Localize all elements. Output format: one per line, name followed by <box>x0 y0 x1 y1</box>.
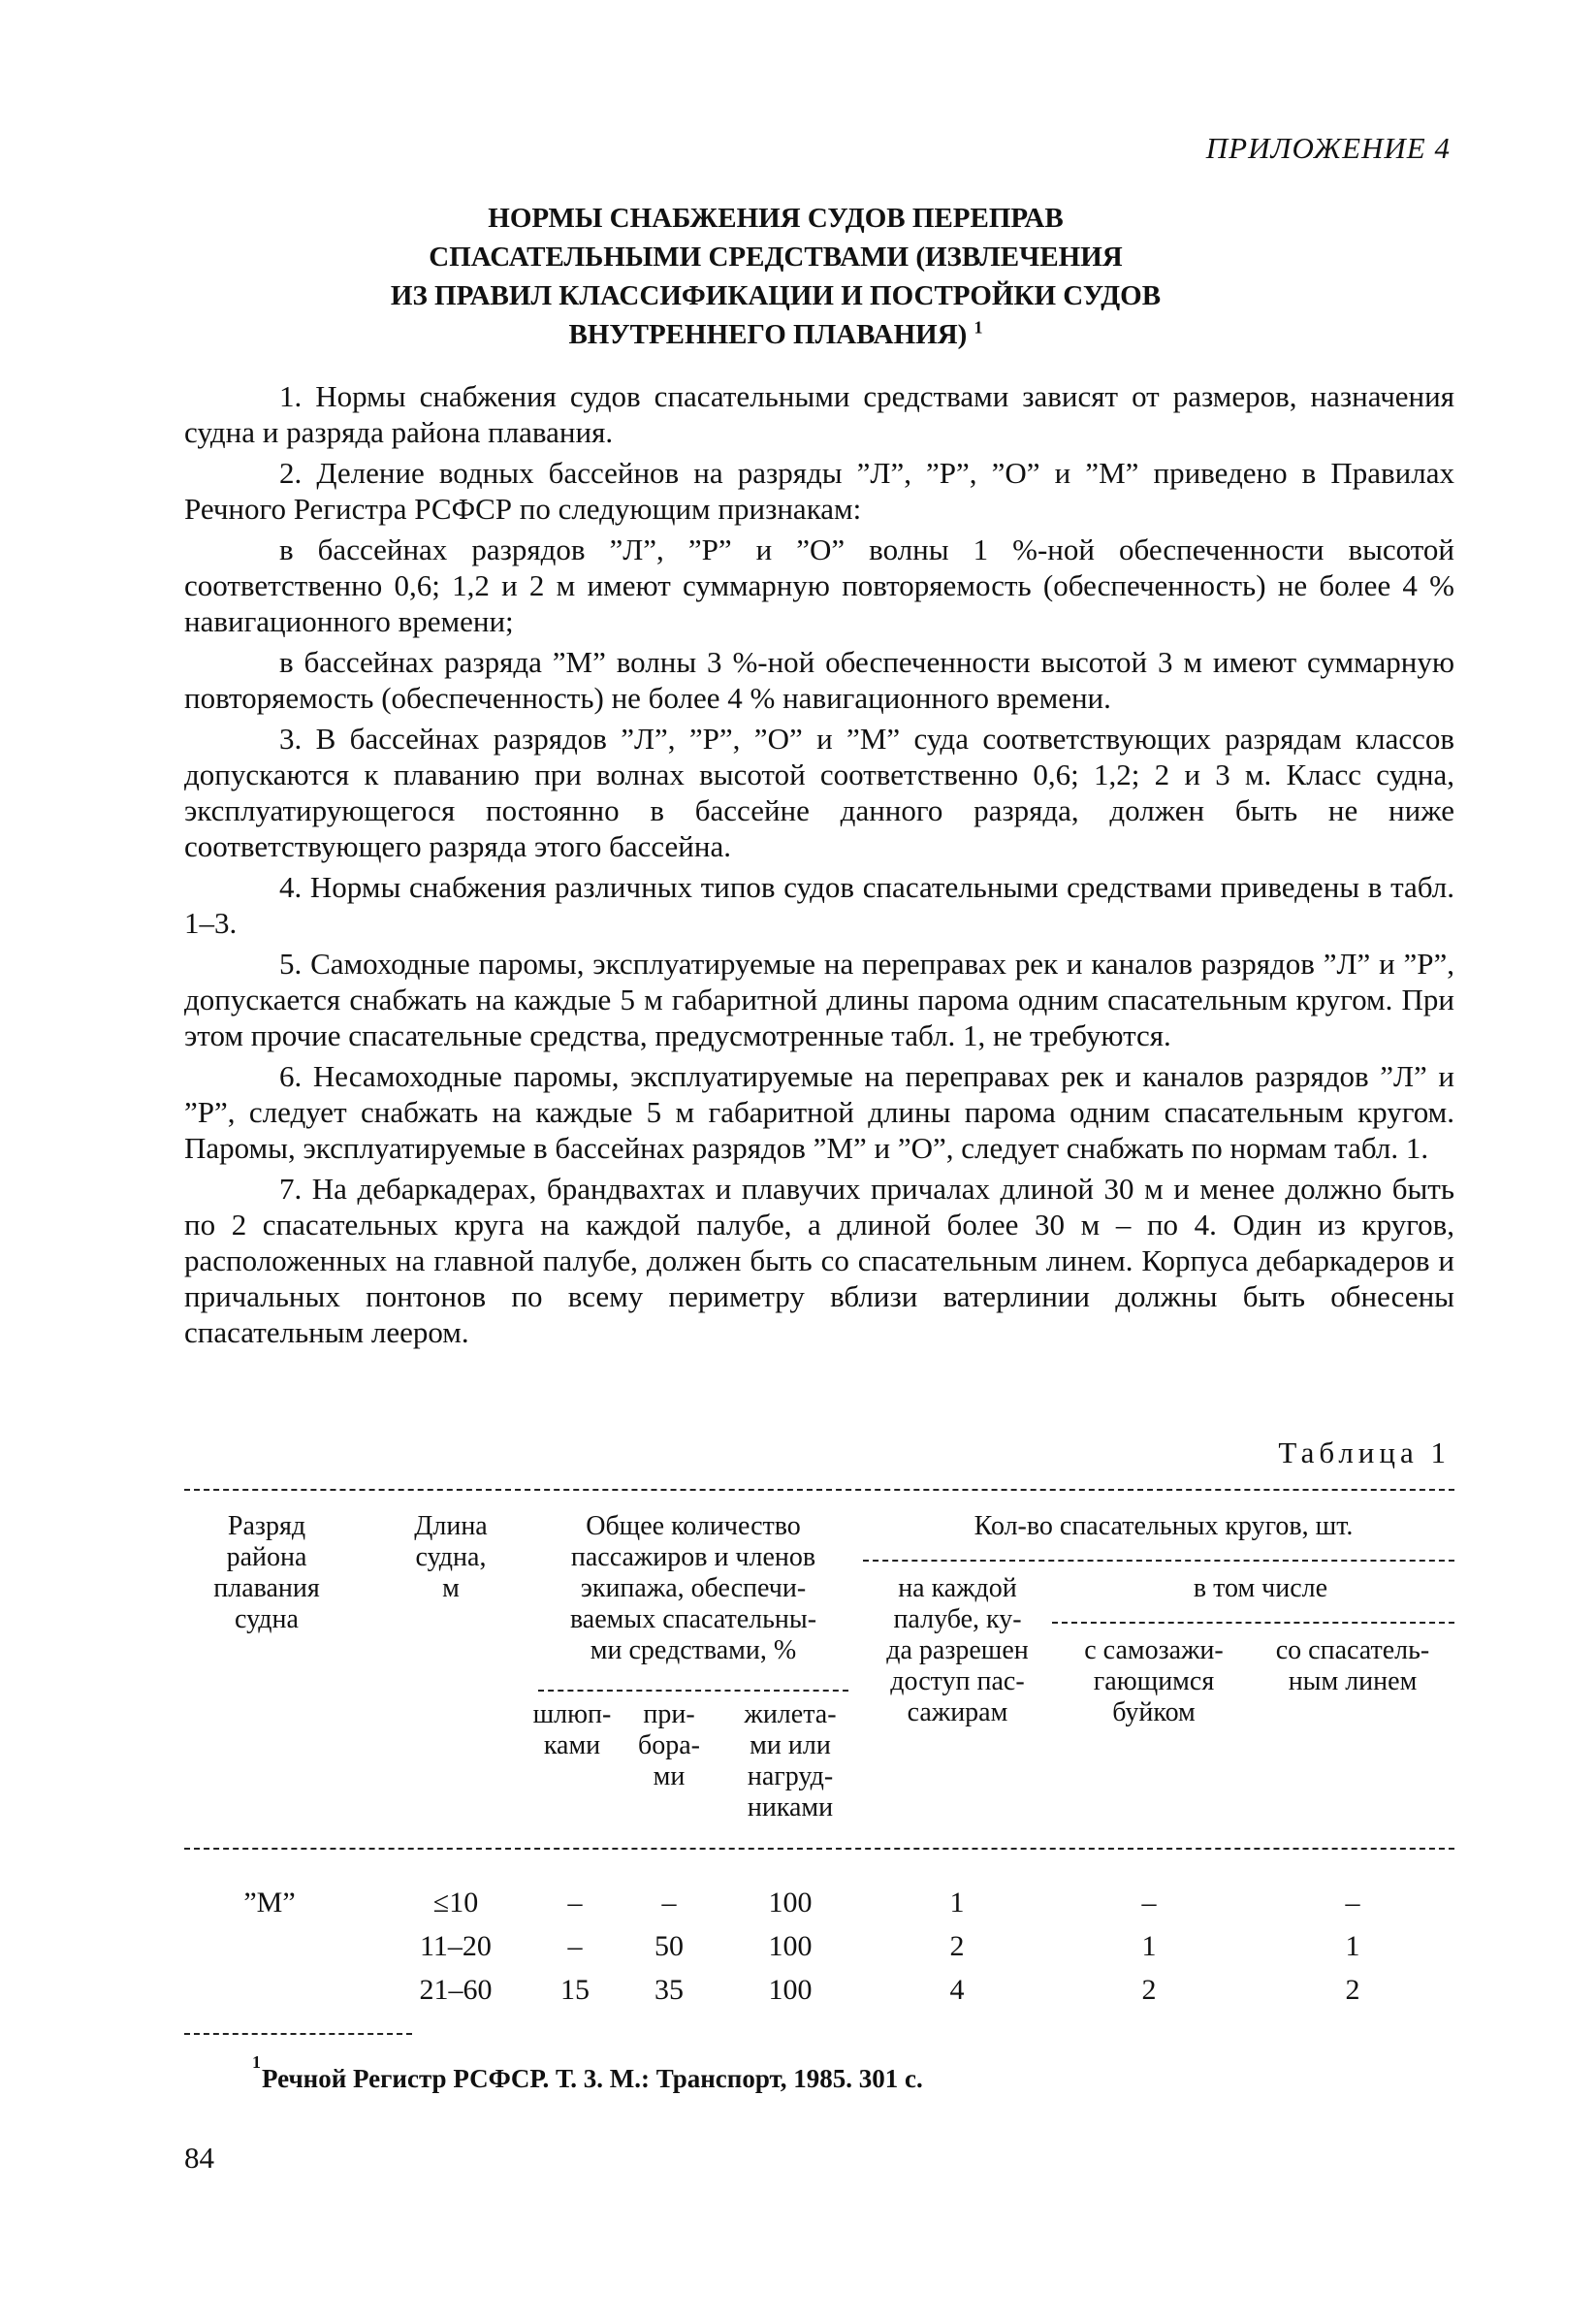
header-rule-total <box>538 1690 848 1692</box>
header-line: пассажиров и членов <box>570 1542 816 1572</box>
footnote-mark: 1 <box>252 2052 261 2072</box>
cell-per-deck: 4 <box>949 1974 965 2006</box>
document-heading <box>291 199 1261 354</box>
paragraph: 3. В бассейнах разрядов ”Л”, ”Р”, ”О” и ”М” суда соответствующих разрядам классов допускаются к плаванию при волнах высотой соответственно 0,6; 1,2; 2 и 3 м. Класс судна, эксплуатирующегося постоянно в бассейне данного разряда, должен быть не ниже соответствующего разряда этого бассейна. <box>184 722 1454 863</box>
header-line: никами <box>747 1792 834 1822</box>
cell-boats: 15 <box>560 1974 590 2006</box>
header-line: со спасатель- <box>1275 1635 1430 1665</box>
header-line: жилета- <box>744 1699 837 1729</box>
header-line: сажирам <box>907 1697 1008 1727</box>
appendix-label: ПРИЛОЖЕНИЕ 4 <box>1205 131 1451 165</box>
cell-vests: 100 <box>768 1930 813 1962</box>
cell-vests: 100 <box>768 1887 813 1919</box>
heading-line-text: ВНУТРЕННЕГО ПЛАВАНИЯ) <box>568 319 968 350</box>
header-line: ками <box>543 1730 601 1760</box>
cell-with-line: 1 <box>1345 1930 1360 1962</box>
heading-line: ИЗ ПРАВИЛ КЛАССИФИКАЦИИ И ПОСТРОЙКИ СУДОВ <box>390 280 1162 311</box>
paragraph: в бассейнах разряда ”М” волны 3 %-ной обеспеченности высотой 3 м имеют суммарную повторяемость (обеспеченность) не более 4 % навигационного времени. <box>184 645 1454 715</box>
cell-with-line: – <box>1345 1887 1360 1919</box>
cell-length: ≤10 <box>432 1887 479 1919</box>
header-line: района <box>226 1542 307 1572</box>
cell-boats: – <box>567 1930 583 1962</box>
header-line: шлюп- <box>532 1699 612 1729</box>
header-line: ным линем <box>1288 1666 1418 1696</box>
header-vests <box>722 1699 858 1823</box>
cell-per-deck: 2 <box>949 1930 965 1962</box>
header-total-group <box>528 1511 858 1666</box>
cell-length: 11–20 <box>420 1930 492 1962</box>
heading-line <box>291 315 1261 354</box>
page-number: 84 <box>184 2141 214 2175</box>
cell-devices: – <box>661 1887 677 1919</box>
table-caption: Таблица 1 <box>1278 1435 1451 1469</box>
footnote <box>252 2052 923 2094</box>
table-top-rule <box>184 1489 1454 1491</box>
header-line: ми <box>653 1761 686 1791</box>
header-line: судна, <box>415 1542 487 1572</box>
paragraph: 1. Нормы снабжения судов спасательными средствами зависят от размеров, назначения судна и разряда района плавания. <box>184 379 1454 449</box>
header-line: ми или <box>750 1730 831 1760</box>
header-line: гающимся <box>1093 1666 1215 1696</box>
header-line: м <box>442 1573 460 1603</box>
body-text <box>184 378 1454 1355</box>
header-line: в том числе <box>1193 1573 1328 1603</box>
header-line: Длина <box>414 1511 488 1541</box>
header-line: Общее количество <box>586 1511 801 1541</box>
cell-length: 21–60 <box>419 1974 493 2006</box>
header-devices <box>621 1699 718 1792</box>
header-line: нагруд- <box>747 1761 834 1791</box>
header-line: с самозажи- <box>1084 1635 1224 1665</box>
header-line: судна <box>235 1604 299 1634</box>
header-line: Разряд <box>227 1511 306 1541</box>
paragraph: 5. Самоходные паромы, эксплуатируемые на переправах рек и каналов разрядов ”Л” и ”Р”, допускается снабжать на каждые 5 м габаритной длины парома одним спасательным кругом. При этом прочие спасательные средства, предусмотренные табл. 1, не требуются. <box>184 947 1454 1052</box>
footnote-separator <box>184 2033 412 2035</box>
table-header-bottom-rule <box>184 1848 1454 1850</box>
header-including <box>1067 1573 1454 1604</box>
paragraph: 2. Деление водных бассейнов на разряды ”Л”, ”Р”, ”О” и ”М” приведено в Правилах Речного Регистра РСФСР по следующим признакам: <box>184 456 1454 526</box>
paragraph: в бассейнах разрядов ”Л”, ”Р” и ”О” волны 1 %-ной обеспеченности высотой соответственно 0,6; 1,2 и 2 м имеют суммарную повторяемость (обеспеченность) не более 4 % навигационного времени; <box>184 532 1454 638</box>
header-line: Кол-во спасательных кругов, шт. <box>974 1511 1354 1541</box>
header-boats <box>524 1699 621 1761</box>
header-line: да разрешен <box>886 1635 1029 1665</box>
heading-line: НОРМЫ СНАБЖЕНИЯ СУДОВ ПЕРЕПРАВ <box>488 203 1064 234</box>
header-line: при- <box>643 1699 695 1729</box>
header-line: на каждой <box>898 1573 1017 1603</box>
header-line: ваемых спасательны- <box>569 1604 817 1634</box>
cell-self-igniting: 2 <box>1141 1974 1157 2006</box>
cell-devices: 50 <box>654 1930 684 1962</box>
cell-category: ”М” <box>243 1887 296 1919</box>
cell-vests: 100 <box>768 1974 813 2006</box>
header-line: бора- <box>638 1730 700 1760</box>
heading-footnote-mark: 1 <box>974 317 983 338</box>
footnote-text: Речной Регистр РСФСР. Т. 3. М.: Транспорт, 1985. 301 с. <box>262 2064 923 2093</box>
header-with-line <box>1251 1635 1454 1697</box>
header-rings-group <box>873 1511 1454 1542</box>
paragraph: 4. Нормы снабжения различных типов судов спасательными средствами приведены в табл. 1–3. <box>184 870 1454 940</box>
header-line: плавания <box>213 1573 320 1603</box>
cell-with-line: 2 <box>1345 1974 1360 2006</box>
header-line: палубе, ку- <box>893 1604 1022 1634</box>
paragraph: 7. На дебаркадерах, брандвахтах и плавучих причалах длиной 30 м и менее должно быть по 2 спасательных круга на каждой палубе, а длиной более 30 м – по 4. Один из кругов, расположенных на главной палубе, должен быть со спасательным линем. Корпуса дебаркадеров и причальных понтонов по всему периметру вблизи ватерлинии должны быть обнесены спасательным леером. <box>184 1172 1454 1349</box>
header-line: экипажа, обеспечи- <box>580 1573 807 1603</box>
header-line: буйком <box>1112 1697 1196 1727</box>
header-self-igniting <box>1057 1635 1251 1728</box>
header-length <box>388 1511 514 1604</box>
cell-per-deck: 1 <box>949 1887 965 1919</box>
header-rule-including <box>1052 1622 1454 1624</box>
header-line: ми средствами, % <box>590 1635 797 1665</box>
cell-self-igniting: 1 <box>1141 1930 1157 1962</box>
header-category <box>189 1511 344 1635</box>
header-line: доступ пас- <box>890 1666 1025 1696</box>
header-rule-rings <box>863 1560 1454 1562</box>
paragraph: 6. Несамоходные паромы, эксплуатируемые на переправах рек и каналов разрядов ”Л” и ”Р”, следует снабжать на каждые 5 м габаритной длины парома одним спасательным кругом. Паромы, эксплуатируемые в бассейнах разрядов ”М” и ”О”, следует снабжать по нормам табл. 1. <box>184 1059 1454 1165</box>
header-per-deck <box>858 1573 1057 1728</box>
cell-devices: 35 <box>654 1974 684 2006</box>
cell-self-igniting: – <box>1141 1887 1157 1919</box>
heading-line: СПАСАТЕЛЬНЫМИ СРЕДСТВАМИ (ИЗВЛЕЧЕНИЯ <box>429 242 1123 273</box>
cell-boats: – <box>567 1887 583 1919</box>
